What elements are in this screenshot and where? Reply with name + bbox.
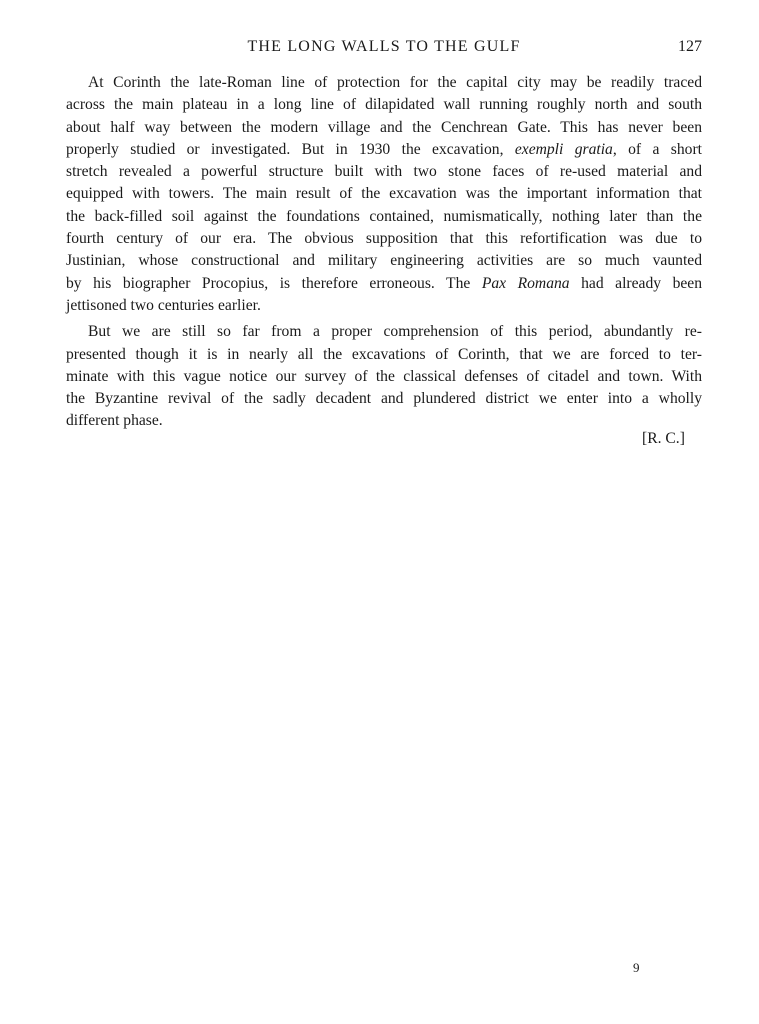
text-line: about half way between the modern village and the Cenchrean Gate. This has never been bbox=[66, 118, 702, 136]
italic-phrase: Pax Romana bbox=[481, 274, 570, 292]
text-line: equipped with towers. The main result of the excavation was the important information that bbox=[66, 185, 702, 203]
text-line: fourth century of our era. The obvious supposition that this refortification was due to bbox=[66, 230, 702, 248]
body-text bbox=[66, 72, 702, 433]
text-line: the Byzantine revival of the sadly decadent and plundered district we enter into a wholly bbox=[66, 390, 702, 408]
text-line: presented though it is in nearly all the excavations of Corinth, that we are forced to ter- bbox=[66, 345, 702, 363]
text-line: jettisoned two centuries earlier. bbox=[66, 296, 261, 314]
text-line: stretch revealed a powerful structure built with two stone faces of re-used material and bbox=[66, 163, 702, 181]
text-line bbox=[66, 139, 702, 161]
paragraph-1 bbox=[66, 72, 702, 317]
running-head bbox=[66, 38, 702, 62]
signature-mark: 9 bbox=[633, 960, 640, 975]
text-line: different phase. bbox=[66, 412, 163, 430]
paragraph-2 bbox=[66, 321, 702, 432]
text-line: minate with this vague notice our survey of the classical defenses of citadel and town. With bbox=[66, 367, 702, 385]
author-initials: [R. C.] bbox=[642, 430, 685, 447]
text-run: had already been bbox=[569, 274, 703, 292]
text-line: across the main plateau in a long line of dilapidated wall running roughly north and south bbox=[66, 96, 702, 114]
text-line: Justinian, whose constructional and military engineering activities are so much vaunted bbox=[66, 252, 702, 270]
text-run: by his biographer Procopius, is therefore erroneous. The bbox=[66, 274, 482, 292]
text-run: properly studied or investigated. But in 1930 the excavation, bbox=[66, 140, 515, 158]
text-line bbox=[66, 273, 702, 295]
page-number: 127 bbox=[678, 38, 702, 55]
text-line: the back-filled soil against the foundations contained, numismatically, nothing later than the bbox=[66, 207, 702, 225]
text-run: , of a short bbox=[612, 140, 702, 158]
running-title: THE LONG WALLS TO THE GULF bbox=[247, 38, 521, 55]
text-line: At Corinth the late-Roman line of protection for the capital city may be readily traced bbox=[88, 74, 702, 91]
italic-phrase: exempli gratia bbox=[514, 140, 613, 158]
text-line: But we are still so far from a proper comprehension of this period, abundantly re- bbox=[88, 323, 702, 341]
